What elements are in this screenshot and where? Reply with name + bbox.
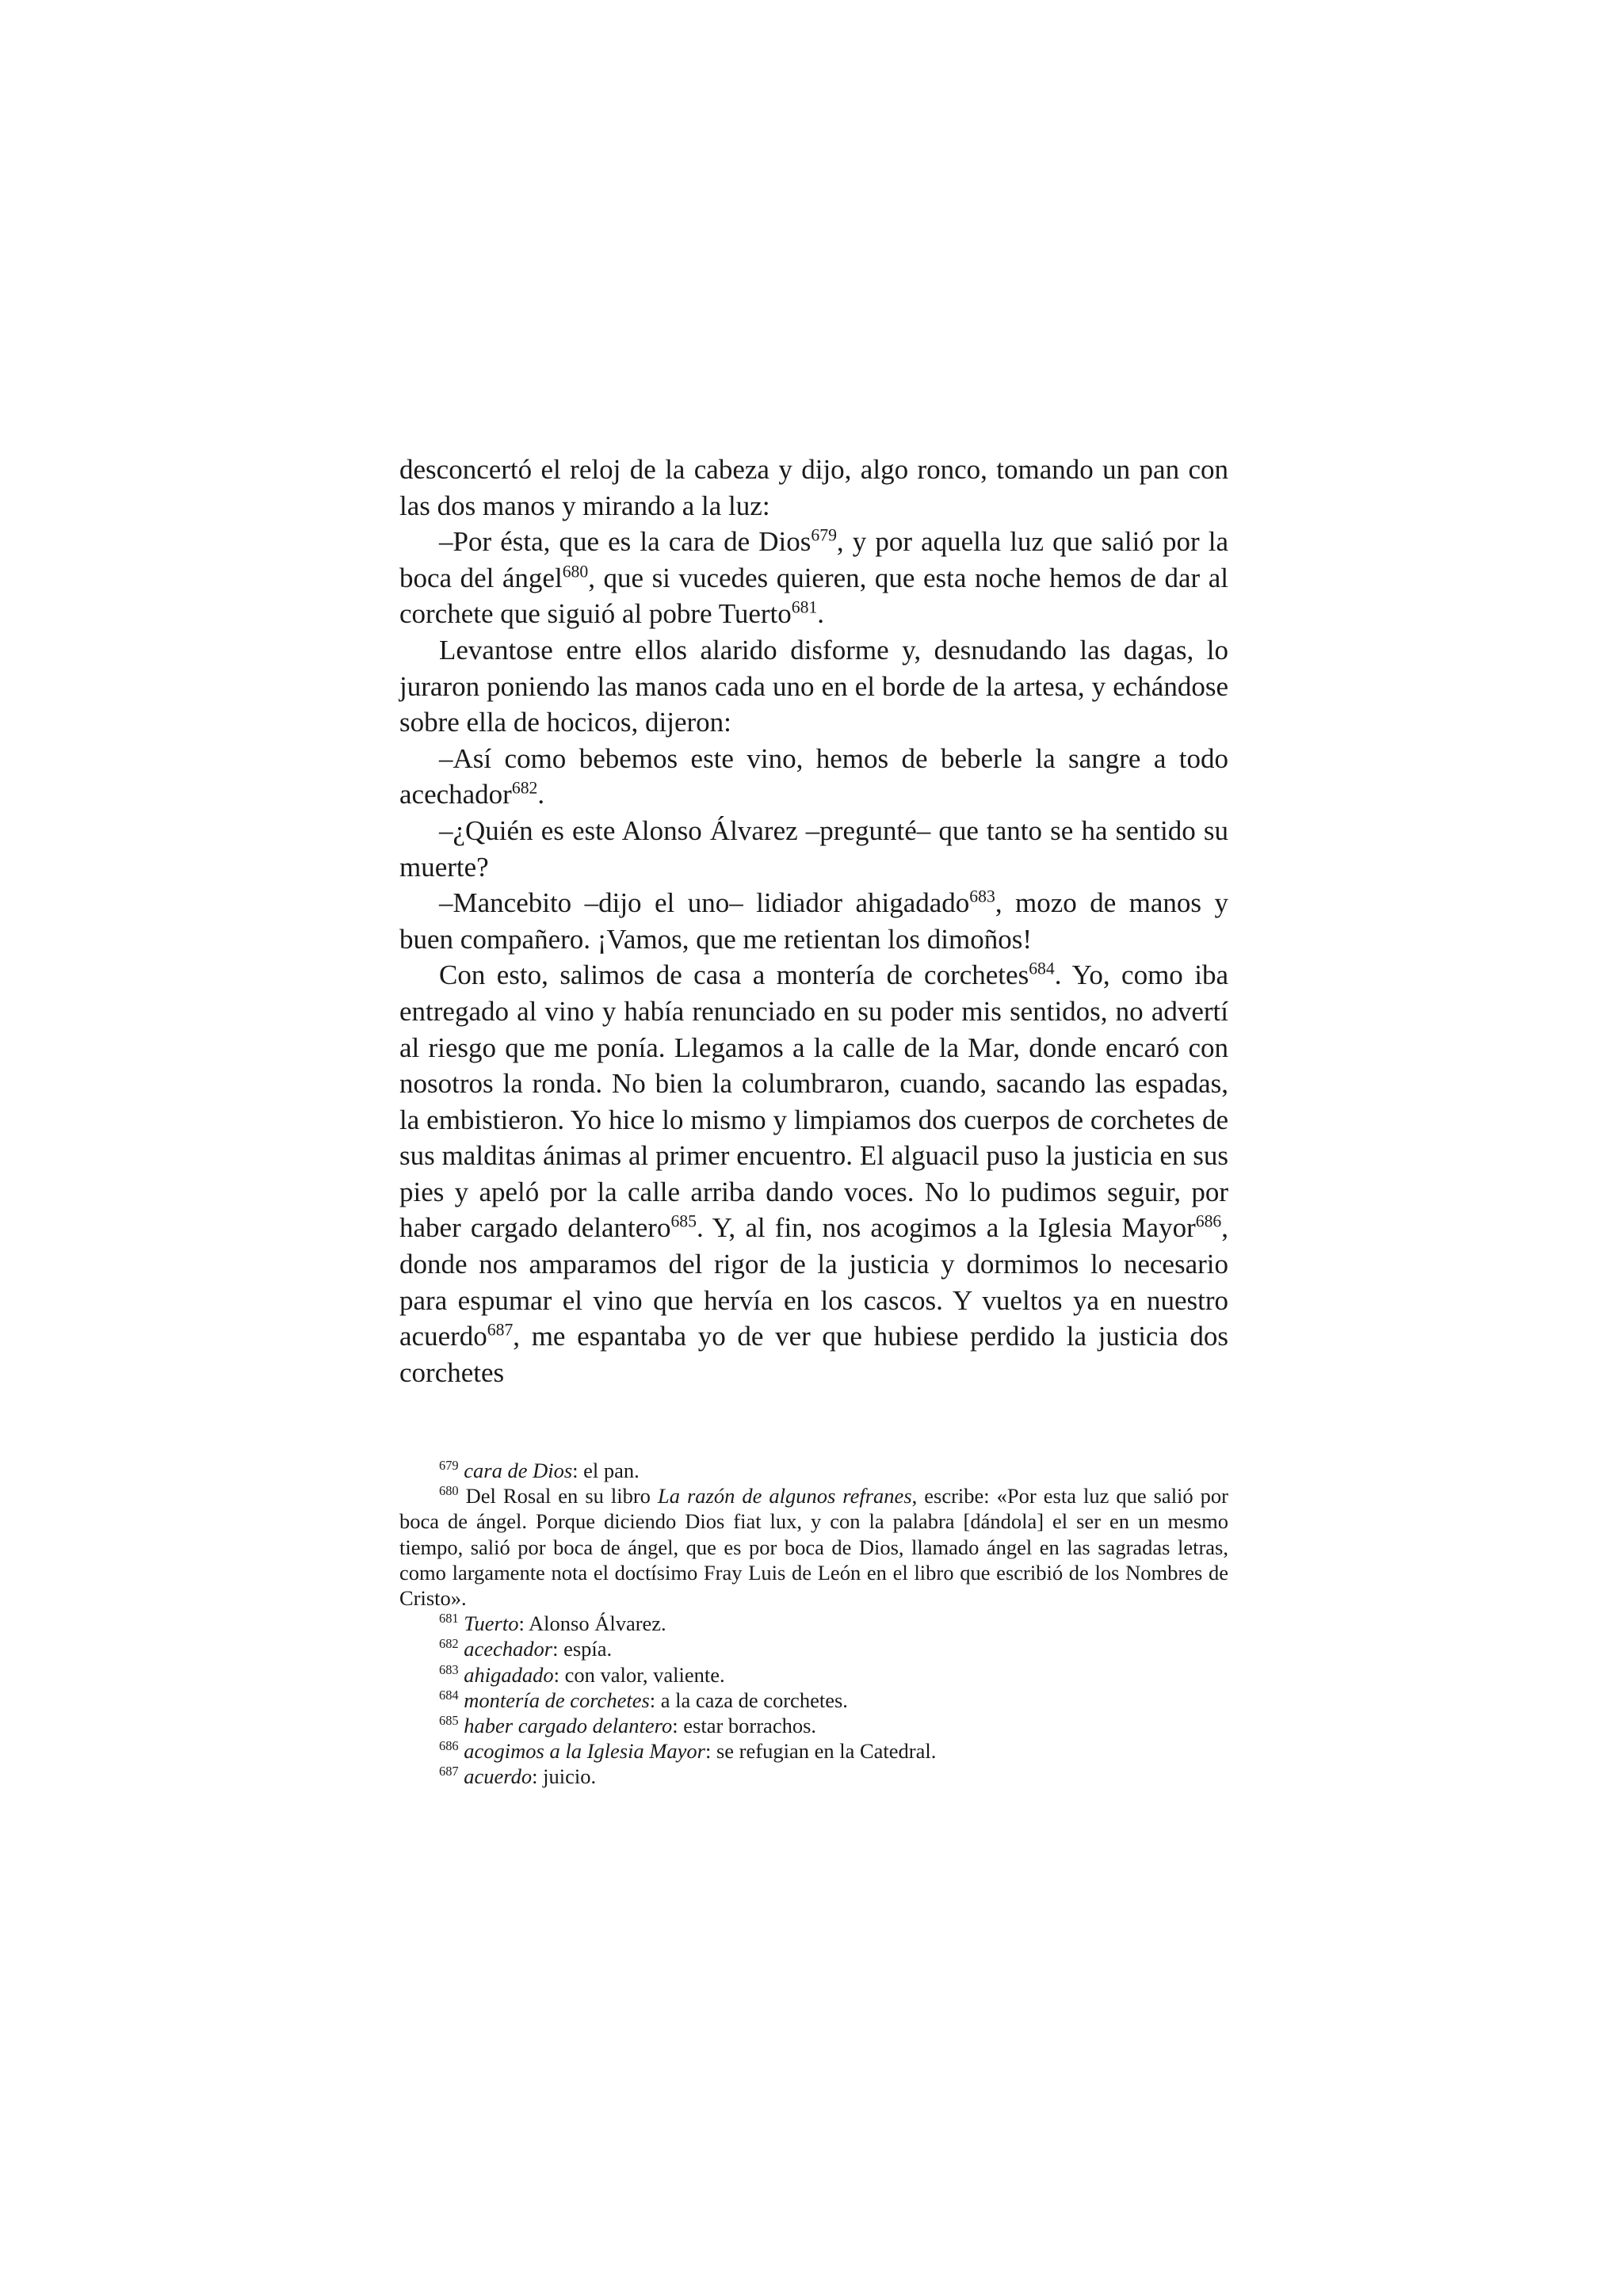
footnote-ref: 681 xyxy=(791,597,818,617)
text-run: : se refugian en la Catedral. xyxy=(705,1739,937,1764)
footnote xyxy=(399,1764,1228,1789)
text-run: : espía. xyxy=(552,1637,613,1661)
text-run: Levantose entre ellos alarido disforme y, desnudando las dagas, lo juraron poniendo las manos cada uno en el borde de la artesa, y echándose sobre ella de hocicos, dijeron: xyxy=(399,634,1228,738)
italic-term: haber cargado delantero xyxy=(464,1714,673,1738)
italic-term: ahigadado xyxy=(464,1662,554,1687)
footnote-ref: 683 xyxy=(439,1661,459,1677)
footnote-ref: 687 xyxy=(439,1764,459,1779)
text-run: : Alonso Álvarez. xyxy=(518,1611,666,1636)
text-run: –Por ésta, que es la cara de Dios xyxy=(439,526,812,558)
text-run: : con valor, valiente. xyxy=(553,1662,725,1687)
text-run: –Así como bebemos este vino, hemos de beberle la sangre a todo acechador xyxy=(399,742,1228,810)
footnote-ref: 684 xyxy=(1029,959,1055,978)
italic-term: Tuerto xyxy=(464,1611,519,1636)
footnote-ref: 684 xyxy=(439,1688,459,1703)
text-run: : juicio. xyxy=(532,1764,597,1789)
text-run: –Mancebito –dijo el uno– lidiador ahigadado xyxy=(439,887,970,919)
body-paragraph xyxy=(399,885,1228,957)
footnote-ref: 686 xyxy=(439,1738,459,1754)
text-run: : a la caza de corchetes. xyxy=(649,1688,848,1712)
body-paragraph xyxy=(399,524,1228,632)
italic-term: acuerdo xyxy=(464,1764,533,1789)
text-run: : estar borrachos. xyxy=(672,1714,817,1738)
footnote xyxy=(399,1713,1228,1738)
footnote xyxy=(399,1611,1228,1636)
italic-term: acogimos a la Iglesia Mayor xyxy=(464,1739,705,1764)
footnote-ref: 685 xyxy=(439,1713,459,1729)
footnote-ref: 679 xyxy=(811,525,837,545)
text-run: desconcertó el reloj de la cabeza y dijo, algo ronco, tomando un pan con las dos manos y mirando a la luz: xyxy=(399,454,1228,521)
italic-term: acechador xyxy=(464,1637,553,1661)
text-run: Del Rosal en su libro xyxy=(458,1484,658,1508)
footnote xyxy=(399,1458,1228,1483)
text-run: : el pan. xyxy=(572,1459,640,1482)
footnote-ref: 680 xyxy=(562,562,589,582)
body-paragraph xyxy=(399,452,1228,524)
footnotes-block xyxy=(399,1458,1228,1790)
body-paragraph xyxy=(399,813,1228,885)
text-run: . Y, al fin, nos acogimos a la Iglesia Mayor xyxy=(696,1212,1196,1244)
footnote-ref: 682 xyxy=(511,778,538,798)
text-run: –¿Quién es este Alonso Álvarez –pregunté– que tanto se ha sentido su muerte? xyxy=(399,814,1228,883)
text-run: , mozo de manos y buen compañero. ¡Vamos, que me retientan los dimoños! xyxy=(399,887,1228,955)
text-run: , donde nos amparamos del rigor de la justicia y dormimos lo necesario para espumar el vino que hervía en los cascos. Y vueltos ya en nuestro acuerdo xyxy=(399,1212,1229,1352)
body-paragraph xyxy=(399,741,1228,813)
footnote xyxy=(399,1636,1228,1661)
text-run: , y por aquella luz que salió por la boca del ángel xyxy=(399,526,1228,593)
footnote xyxy=(399,1662,1228,1688)
text-run: . xyxy=(817,598,825,630)
body-paragraph xyxy=(399,632,1228,741)
footnote-ref: 687 xyxy=(487,1320,514,1340)
main-text-block xyxy=(399,452,1228,1390)
body-paragraph xyxy=(399,957,1228,1390)
footnote-ref: 680 xyxy=(439,1483,459,1499)
footnote-ref: 682 xyxy=(439,1636,459,1652)
text-run: . Yo, como iba entregado al vino y había renunciado en su poder mis sentidos, no advertí al riesgo que me ponía. Llegamos a la calle de la Mar, donde encaró con nosotros la ronda. No bien la columbraron, cuando, sacando las espadas, la embistieron. Yo hice lo mismo y limpiamos dos cuerpos de corchetes de sus malditas ánimas al primer encuentro. El alguacil puso la justicia en sus pies y apeló por la calle arriba dando voces. No lo pudimos seguir, por haber cargado delantero xyxy=(399,959,1228,1244)
text-run: Con esto, salimos de casa a montería de corchetes xyxy=(439,959,1029,991)
text-run: , escribe: «Por esta luz que salió por boca de ángel. Porque diciendo Dios fiat lux, y con la palabra [dándola] el ser en un mesmo tiempo, salió por boca de ángel, que es por boca de Dios, llamado ángel en las sagradas letras, como largamente nota el doctísimo Fray Luis de León en el libro que escribió de los Nombres de Cristo». xyxy=(399,1484,1229,1611)
footnote-ref: 683 xyxy=(969,887,995,906)
footnote-ref: 685 xyxy=(670,1211,697,1231)
footnote xyxy=(399,1483,1228,1611)
text-run: . xyxy=(537,779,545,810)
footnote-ref: 686 xyxy=(1195,1211,1222,1231)
text-run: , que si vucedes quieren, que esta noche hemos de dar al corchete que siguió al pobre Tuerto xyxy=(399,562,1228,630)
italic-term: cara de Dios xyxy=(464,1459,573,1482)
text-run: , me espantaba yo de ver que hubiese perdido la justicia dos corchetes xyxy=(399,1321,1228,1388)
footnote xyxy=(399,1688,1228,1713)
footnote-ref: 679 xyxy=(439,1458,459,1474)
italic-term: montería de corchetes xyxy=(464,1688,650,1712)
body-text xyxy=(399,452,1228,1390)
italic-term: La razón de algunos refranes xyxy=(657,1484,912,1508)
footnote-ref: 681 xyxy=(439,1611,459,1627)
footnote xyxy=(399,1738,1228,1764)
